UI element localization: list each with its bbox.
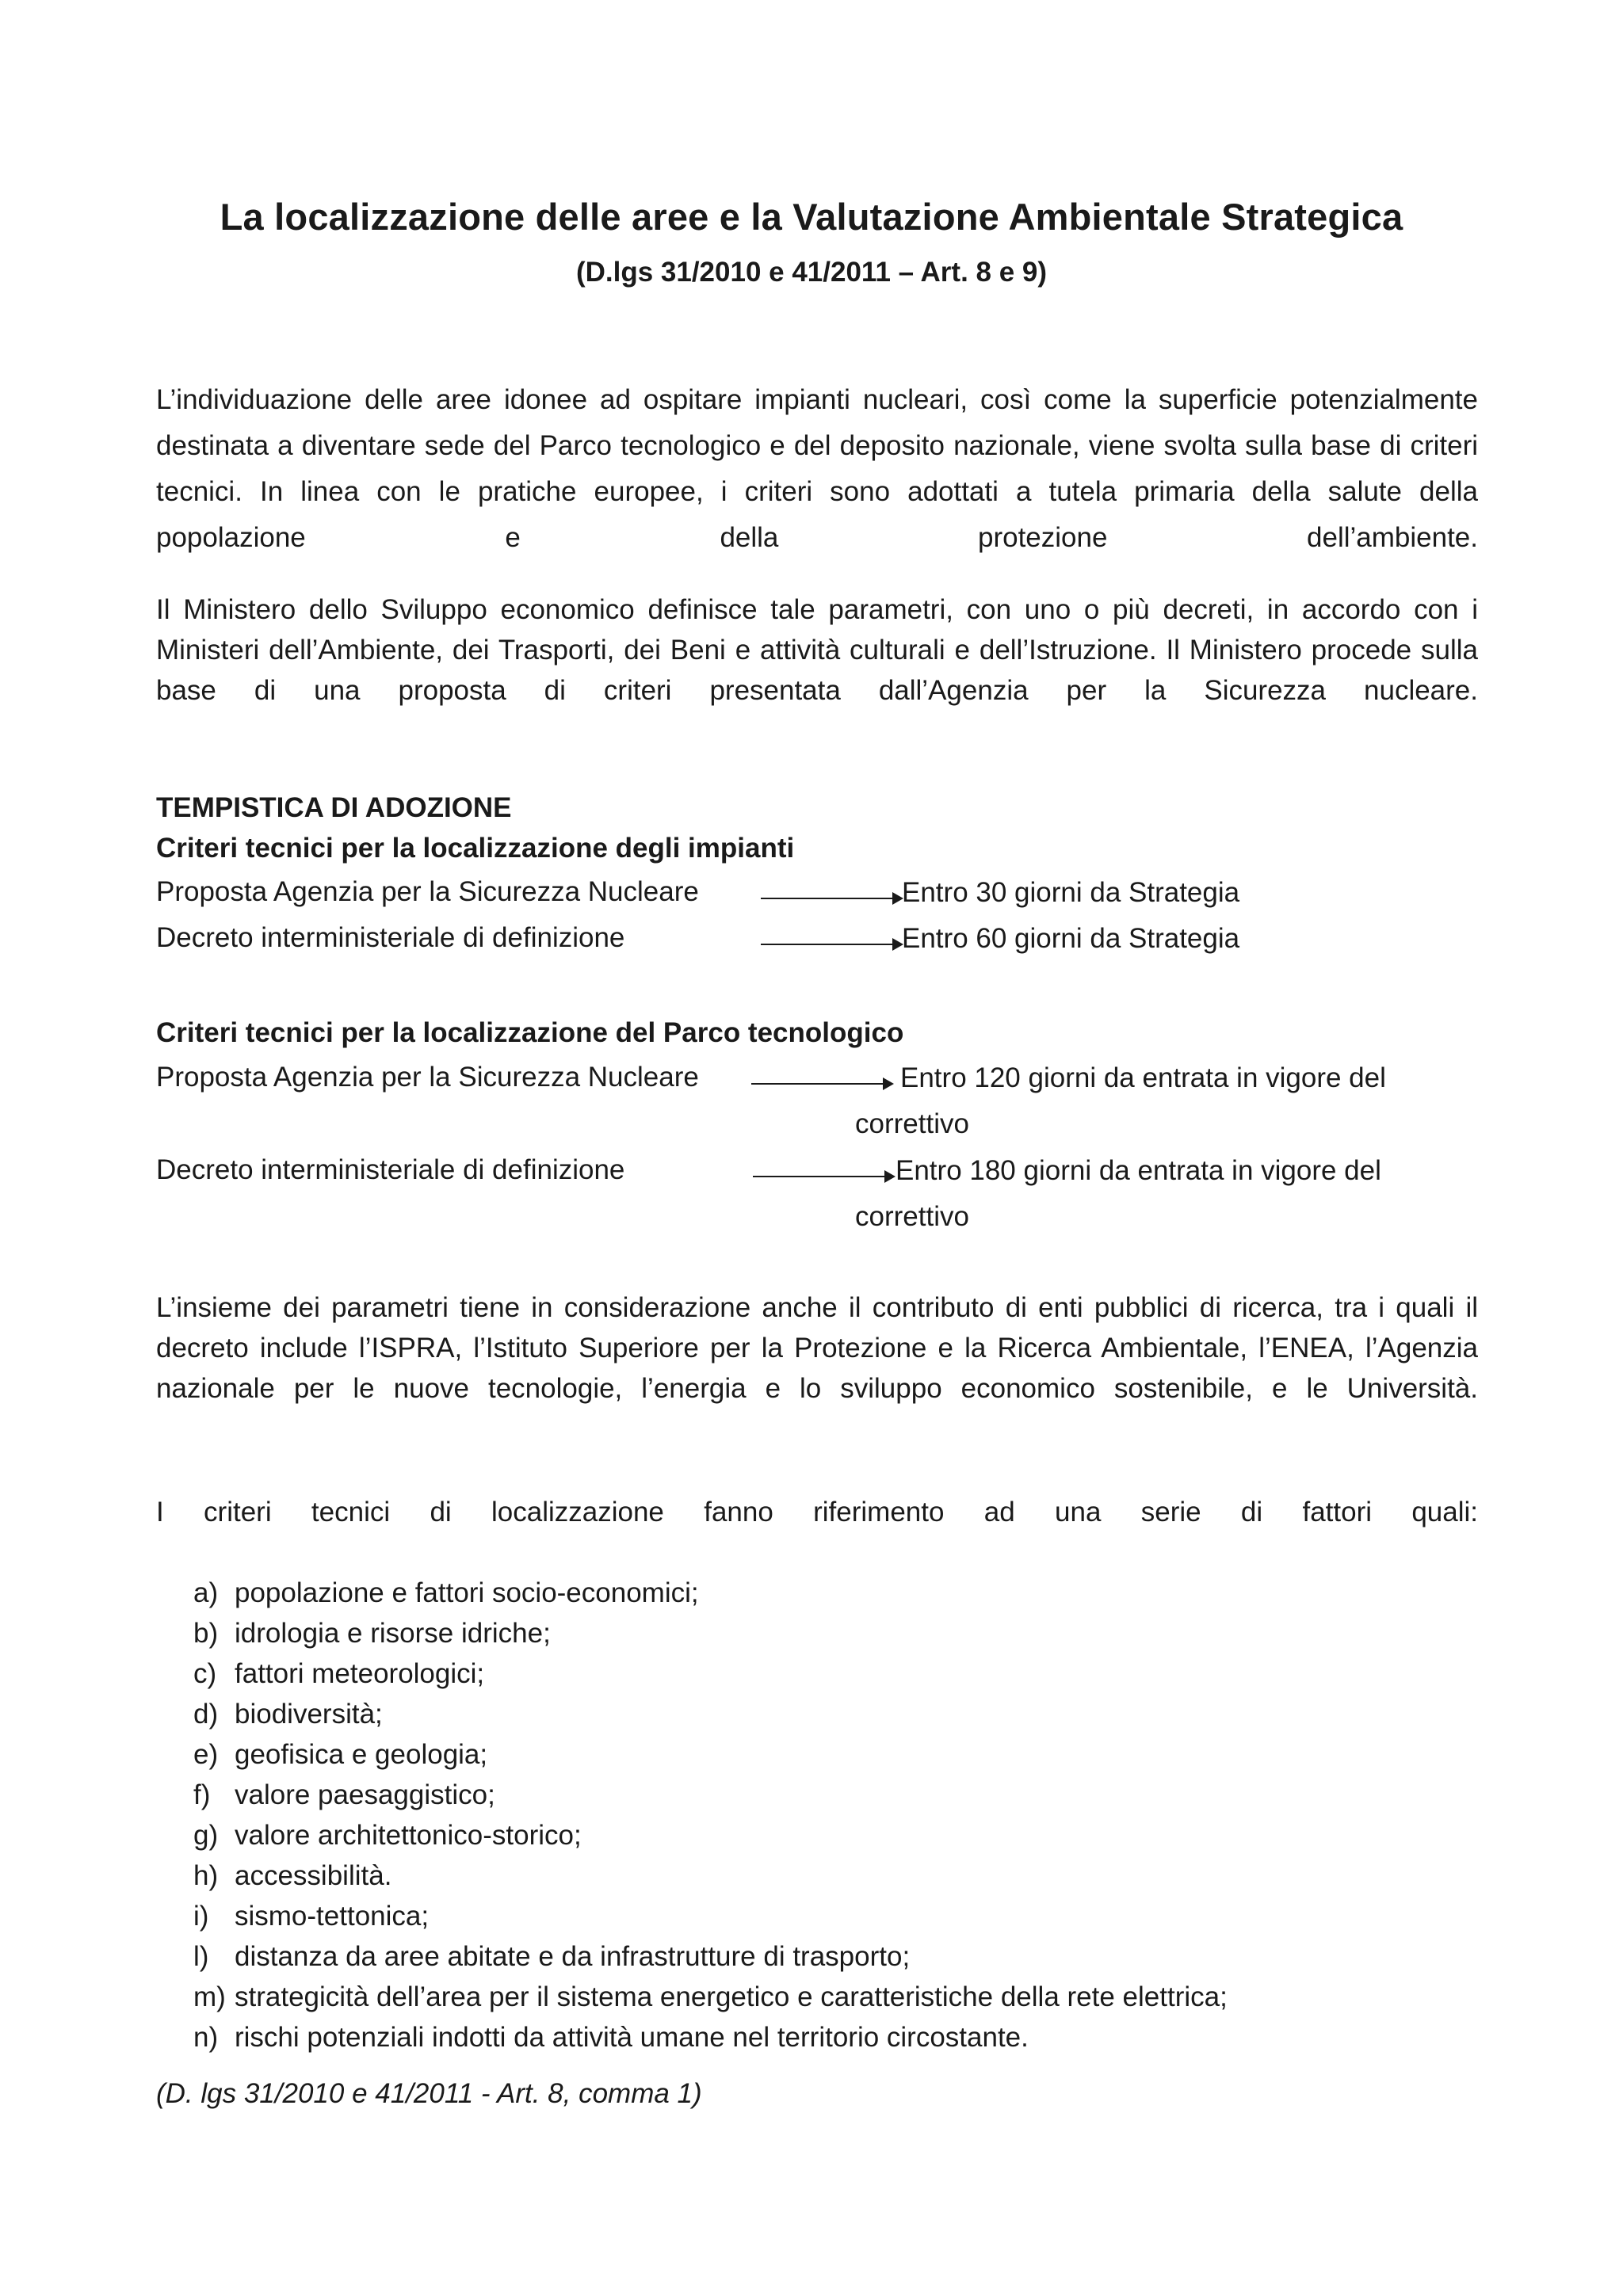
list-marker: m) bbox=[193, 1981, 226, 2012]
list-item bbox=[193, 1977, 1228, 2017]
list-item-text: accessibilità. bbox=[235, 1860, 392, 1891]
list-item-text: distanza da aree abitate e da infrastrutture di trasporto; bbox=[235, 1941, 911, 1972]
list-marker: l) bbox=[193, 1941, 209, 1972]
list-marker: f) bbox=[193, 1779, 211, 1810]
block2-row2-label: Decreto interministeriale di definizione bbox=[156, 1154, 625, 1185]
list-item-text: biodiversità; bbox=[235, 1699, 383, 1730]
list-item bbox=[193, 1613, 1228, 1653]
block1-row1-value: Entro 30 giorni da Strategia bbox=[902, 877, 1240, 908]
list-item bbox=[193, 1815, 1228, 1855]
list-item-text: strategicità dell’area per il sistema energetico e caratteristiche della rete elettrica; bbox=[235, 1981, 1228, 2012]
block2-row2-value-line1: Entro 180 giorni da entrata in vigore del bbox=[896, 1155, 1381, 1186]
list-marker: n) bbox=[193, 2022, 219, 2053]
list-item bbox=[193, 1653, 1228, 1694]
factors-list bbox=[193, 1573, 1228, 2058]
list-marker: i) bbox=[193, 1901, 209, 1932]
list-item-text: rischi potenziali indotti da attività umane nel territorio circostante. bbox=[235, 2022, 1029, 2053]
arrow-icon bbox=[761, 944, 900, 945]
list-item-text: geofisica e geologia; bbox=[235, 1739, 488, 1770]
list-item-text: sismo-tettonica; bbox=[235, 1901, 430, 1932]
citation: (D. lgs 31/2010 e 41/2011 - Art. 8, comma 1) bbox=[156, 2078, 702, 2109]
document-subtitle: (D.lgs 31/2010 e 41/2011 – Art. 8 e 9) bbox=[575, 257, 1048, 288]
paragraph-intro: L’individuazione delle aree idonee ad ospitare impianti nucleari, così come la superficie potenzialmente destinata a diventare sede del Parco tecnologico e del deposito nazionale, viene svolta sulla base di criteri tecnici. In linea con le pratiche europee, i criteri sono adottati a tutela primaria della salute della popolazione e della protezione dell’ambiente. bbox=[156, 384, 1478, 553]
list-item-text: fattori meteorologici; bbox=[235, 1658, 485, 1689]
list-item-text: valore architettonico-storico; bbox=[235, 1820, 582, 1851]
list-item bbox=[193, 1775, 1228, 1815]
list-item bbox=[193, 1734, 1228, 1775]
block2-row1-value-line1: Entro 120 giorni da entrata in vigore del bbox=[900, 1062, 1386, 1093]
paragraph-enti: L’insieme dei parametri tiene in considerazione anche il contributo di enti pubblici di ricerca, tra i quali il decreto include l’ISPRA, l’Istituto Superiore per la Protezione e la Ricerca Ambientale, l’ENEA, l’Agenzia nazionale per le nuove tecnologie, l’energia e lo sviluppo economico sostenibile, e le Università. bbox=[156, 1292, 1478, 1404]
arrow-icon bbox=[761, 898, 900, 899]
paragraph-ministry: Il Ministero dello Sviluppo economico definisce tale parametri, con uno o più decreti, in accordo con i Ministeri dell’Ambiente, dei Trasporti, dei Beni e attività culturali e dell’Istruzione. Il Ministero procede sulla base di una proposta di criteri presentata dall’Agenzia per la Sicurezza nucleare. bbox=[156, 594, 1478, 706]
list-item bbox=[193, 1936, 1228, 1977]
section-heading-tempistica: TEMPISTICA DI ADOZIONE bbox=[156, 792, 512, 823]
list-item bbox=[193, 1855, 1228, 1896]
block2-row1-value-line2: correttivo bbox=[855, 1108, 969, 1139]
list-marker: c) bbox=[193, 1658, 217, 1689]
list-item bbox=[193, 1573, 1228, 1613]
block1-row1-label: Proposta Agenzia per la Sicurezza Nucleare bbox=[156, 876, 699, 907]
list-item-text: idrologia e risorse idriche; bbox=[235, 1618, 551, 1649]
arrow-icon bbox=[753, 1176, 892, 1177]
list-item-text: popolazione e fattori socio-economici; bbox=[235, 1577, 699, 1608]
list-item bbox=[193, 2017, 1228, 2058]
list-item bbox=[193, 1896, 1228, 1936]
block1-row2-label: Decreto interministeriale di definizione bbox=[156, 922, 625, 953]
block1-row2-value: Entro 60 giorni da Strategia bbox=[902, 923, 1240, 954]
list-marker: h) bbox=[193, 1860, 219, 1891]
list-item-text: valore paesaggistico; bbox=[235, 1779, 495, 1810]
block-heading-parco: Criteri tecnici per la localizzazione del Parco tecnologico bbox=[156, 1017, 904, 1048]
block2-row1-label: Proposta Agenzia per la Sicurezza Nucleare bbox=[156, 1062, 699, 1093]
list-marker: b) bbox=[193, 1618, 219, 1649]
list-marker: d) bbox=[193, 1699, 219, 1730]
list-item bbox=[193, 1694, 1228, 1734]
block2-row2-value-line2: correttivo bbox=[855, 1201, 969, 1232]
block-heading-impianti: Criteri tecnici per la localizzazione degli impianti bbox=[156, 833, 795, 864]
arrow-icon bbox=[751, 1083, 891, 1085]
list-marker: e) bbox=[193, 1739, 219, 1770]
document-title: La localizzazione delle aree e la Valutazione Ambientale Strategica bbox=[220, 196, 1403, 238]
list-marker: a) bbox=[193, 1577, 219, 1608]
list-marker: g) bbox=[193, 1820, 219, 1851]
paragraph-fattori-intro: I criteri tecnici di localizzazione fanno riferimento ad una serie di fattori quali: bbox=[156, 1497, 1478, 1527]
